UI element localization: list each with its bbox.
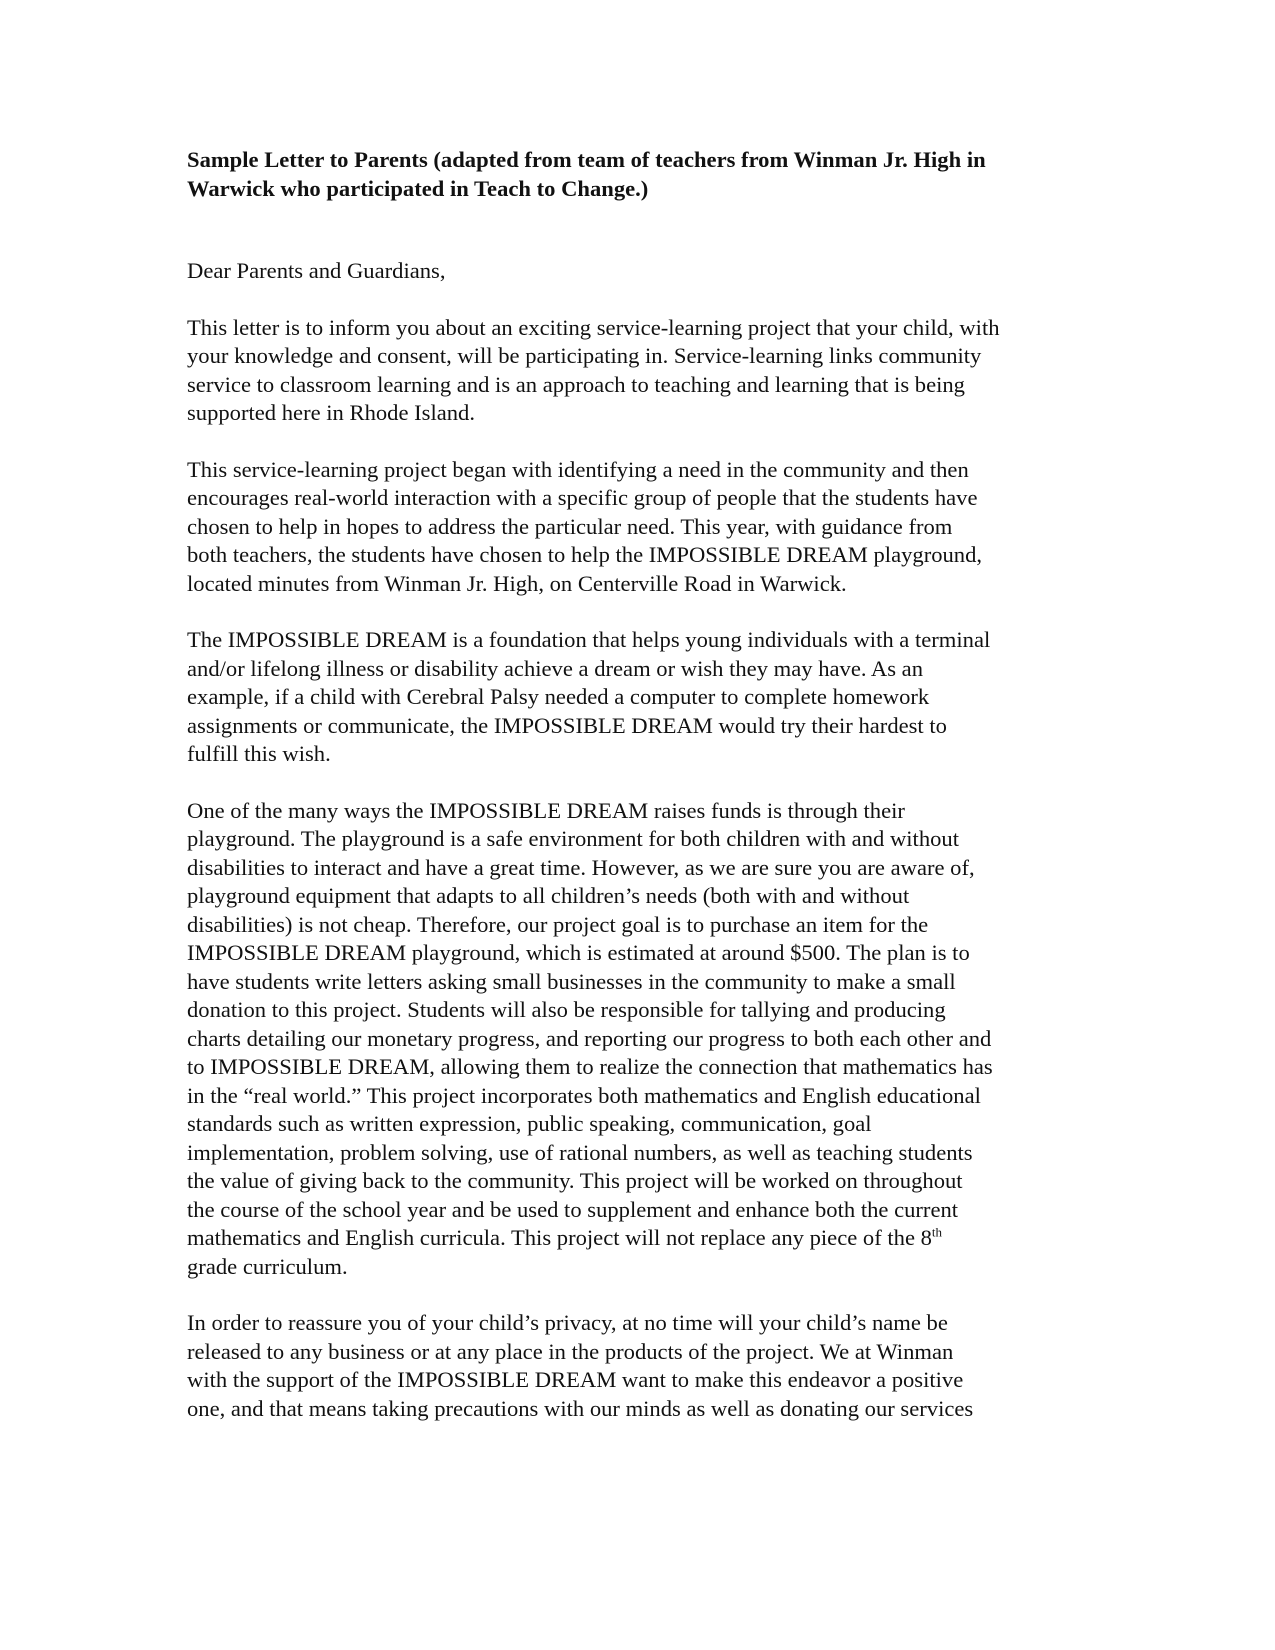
- text-line: disabilities) is not cheap. Therefore, our project goal is to purchase an item for the: [187, 911, 929, 937]
- letter-title: [187, 145, 1092, 203]
- text-line: disabilities to interact and have a great time. However, as we are sure you are aware of,: [187, 854, 975, 880]
- text-line: to IMPOSSIBLE DREAM, allowing them to realize the connection that mathematics has: [187, 1054, 993, 1079]
- text-line: with the support of the IMPOSSIBLE DREAM want to make this endeavor a positive: [187, 1367, 964, 1392]
- text-line: chosen to help in hopes to address the particular need. This year, with guidance from: [187, 513, 953, 539]
- text-fragment: mathematics and English curricula. This project will not replace any piece of the 8: [187, 1225, 932, 1250]
- text-line: This service-learning project began with identifying a need in the community and then: [187, 456, 969, 482]
- paragraph-fundraising: [187, 797, 1092, 1282]
- text-line: in the “real world.” This project incorporates both mathematics and English educational: [187, 1082, 981, 1108]
- text-line: example, if a child with Cerebral Palsy needed a computer to complete homework: [187, 684, 930, 709]
- text-line: your knowledge and consent, will be participating in. Service-learning links community: [187, 343, 982, 368]
- text-line: supported here in Rhode Island.: [187, 400, 476, 425]
- letter-body: [187, 145, 1092, 1423]
- paragraph-intro: [187, 314, 1092, 428]
- text-line: the value of giving back to the community. This project will be worked on throughout: [187, 1168, 963, 1193]
- text-line: grade curriculum.: [187, 1253, 348, 1279]
- text-line: playground equipment that adapts to all children’s needs (both with and without: [187, 883, 910, 908]
- paragraph-project: [187, 456, 1092, 599]
- text-line: implementation, problem solving, use of rational numbers, as well as teaching students: [187, 1139, 973, 1165]
- text-line: the course of the school year and be used to supplement and enhance both the current: [187, 1196, 959, 1222]
- title-line: Sample Letter to Parents (adapted from team of teachers from Winman Jr. High in: [187, 147, 986, 172]
- text-line: assignments or communicate, the IMPOSSIBLE DREAM would try their hardest to: [187, 712, 947, 738]
- text-line-with-superscript: [187, 1224, 1092, 1253]
- text-line: located minutes from Winman Jr. High, on Centerville Road in Warwick.: [187, 570, 847, 596]
- text-line: This letter is to inform you about an exciting service-learning project that your child, with: [187, 314, 1000, 340]
- text-line: have students write letters asking small businesses in the community to make a small: [187, 968, 956, 994]
- salutation: Dear Parents and Guardians,: [187, 258, 446, 283]
- paragraph-privacy: [187, 1309, 1092, 1423]
- text-line: In order to reassure you of your child’s privacy, at no time will your child’s name be: [187, 1310, 948, 1335]
- text-line: playground. The playground is a safe environment for both children with and without: [187, 826, 959, 851]
- paragraph-foundation: [187, 626, 1092, 769]
- title-line: Warwick who participated in Teach to Change.): [187, 176, 649, 201]
- ordinal-superscript: th: [931, 1224, 943, 1240]
- text-line: One of the many ways the IMPOSSIBLE DREAM raises funds is through their: [187, 797, 905, 823]
- text-line: and/or lifelong illness or disability achieve a dream or wish they may have. As an: [187, 655, 923, 681]
- text-line: IMPOSSIBLE DREAM playground, which is estimated at around $500. The plan is to: [187, 940, 970, 965]
- text-line: one, and that means taking precautions with our minds as well as donating our services: [187, 1395, 974, 1421]
- text-line: The IMPOSSIBLE DREAM is a foundation that helps young individuals with a terminal: [187, 627, 991, 652]
- text-line: standards such as written expression, public speaking, communication, goal: [187, 1111, 872, 1136]
- text-line: released to any business or at any place in the products of the project. We at Winman: [187, 1338, 954, 1364]
- text-line: fulfill this wish.: [187, 741, 331, 766]
- text-line: donation to this project. Students will also be responsible for tallying and producing: [187, 997, 946, 1022]
- text-line: both teachers, the students have chosen to help the IMPOSSIBLE DREAM playground,: [187, 542, 983, 567]
- text-line: encourages real-world interaction with a specific group of people that the students have: [187, 485, 978, 510]
- text-line: charts detailing our monetary progress, and reporting our progress to both each other and: [187, 1025, 992, 1051]
- text-line: service to classroom learning and is an approach to teaching and learning that is being: [187, 371, 965, 397]
